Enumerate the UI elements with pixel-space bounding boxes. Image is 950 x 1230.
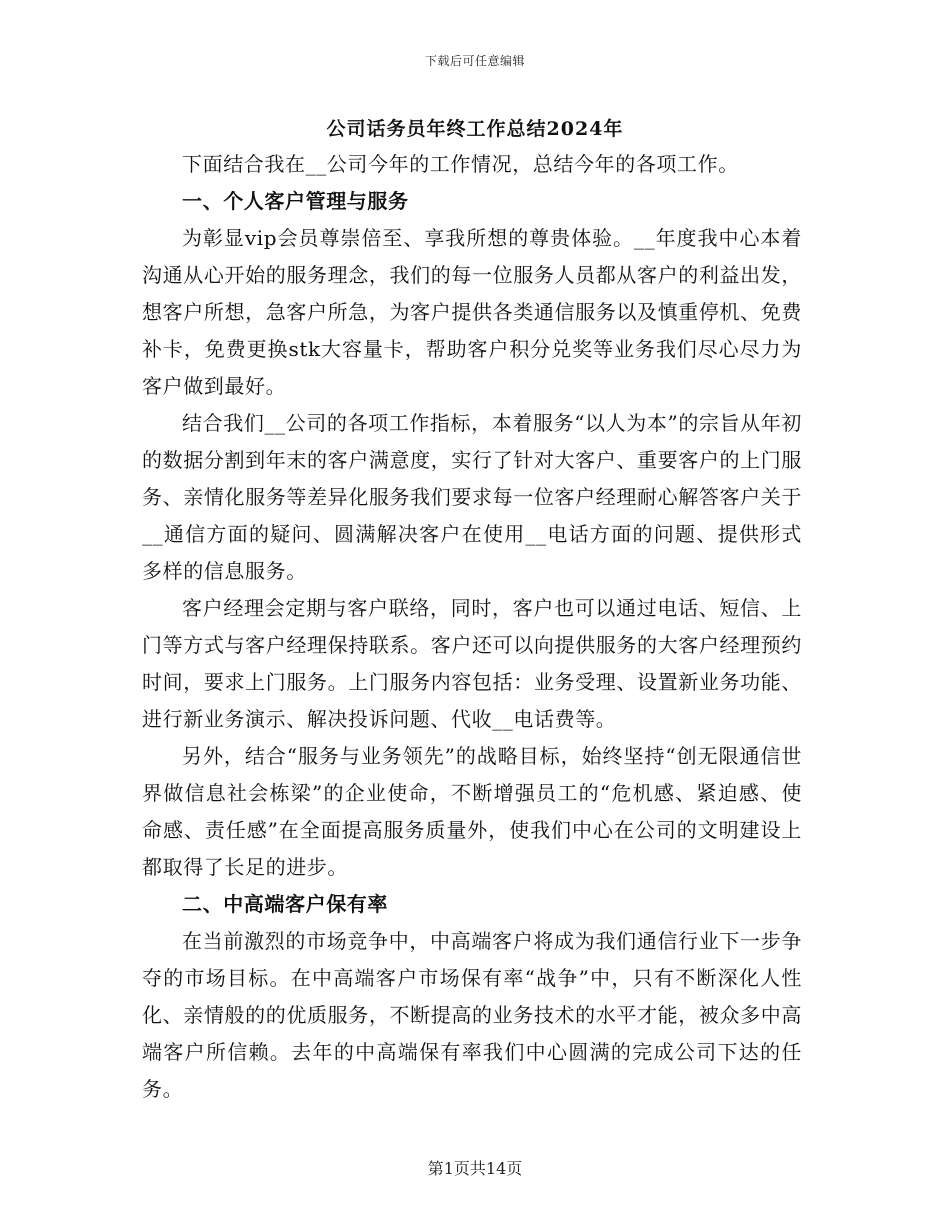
- paragraph: 为彰显vip会员尊崇倍至、享我所想的尊贵体验。__年度我中心本着沟通从心开始的服务理念，我们的每一位服务人员都从客户的利益出发，想客户所想，急客户所急，为客户提供各类通信服务以及慎重停机、免费补卡，免费更换stk大容量卡，帮助客户积分兑奖等业务我们尽心尽力为客户做到最好。: [142, 226, 802, 398]
- paragraph: 客户经理会定期与客户联络，同时，客户也可以通过电话、短信、上门等方式与客户经理保持联系。客户还可以向提供服务的大客户经理预约时间，要求上门服务。上门服务内容包括：业务受理、设置新业务功能、进行新业务演示、解决投诉问题、代收__电话费等。: [142, 596, 802, 731]
- section-heading-1: 一、个人客户管理与服务: [182, 189, 409, 213]
- paragraph: 另外，结合“服务与业务领先”的战略目标，始终坚持“创无限通信世界做信息社会栋梁”的企业使命，不断增强员工的“危机感、紧迫感、使命感、责任感”在全面提高服务质量外，使我们中心在公司的文明建设上都取得了长足的进步。: [142, 744, 802, 879]
- page-footer: 第1页共14页: [427, 1159, 523, 1178]
- intro-paragraph: 下面结合我在__公司今年的工作情况，总结今年的各项工作。: [182, 152, 739, 176]
- paragraph: 在当前激烈的市场竞争中，中高端客户将成为我们通信行业下一步争夺的市场目标。在中高端客户市场保有率“战争”中，只有不断深化人性化、亲情般的的优质服务，不断提高的业务技术的水平才能，被众多中高端客户所信赖。去年的中高端保有率我们中心圆满的完成公司下达的任务。: [142, 929, 802, 1101]
- document-body: [142, 146, 802, 1108]
- page-header: 下载后可任意编辑: [424, 54, 525, 68]
- section-heading-2: 二、中高端客户保有率: [182, 892, 388, 916]
- document-title: 公司话务员年终工作总结2024年: [326, 118, 624, 140]
- paragraph: 结合我们__公司的各项工作指标，本着服务“以人为本”的宗旨从年初的数据分割到年末的客户满意度，实行了针对大客户、重要客户的上门服务、亲情化服务等差异化服务我们要求每一位客户经理耐心解答客户关于__通信方面的疑问、圆满解决客户在使用__电话方面的问题、提供形式多样的信息服务。: [142, 411, 802, 583]
